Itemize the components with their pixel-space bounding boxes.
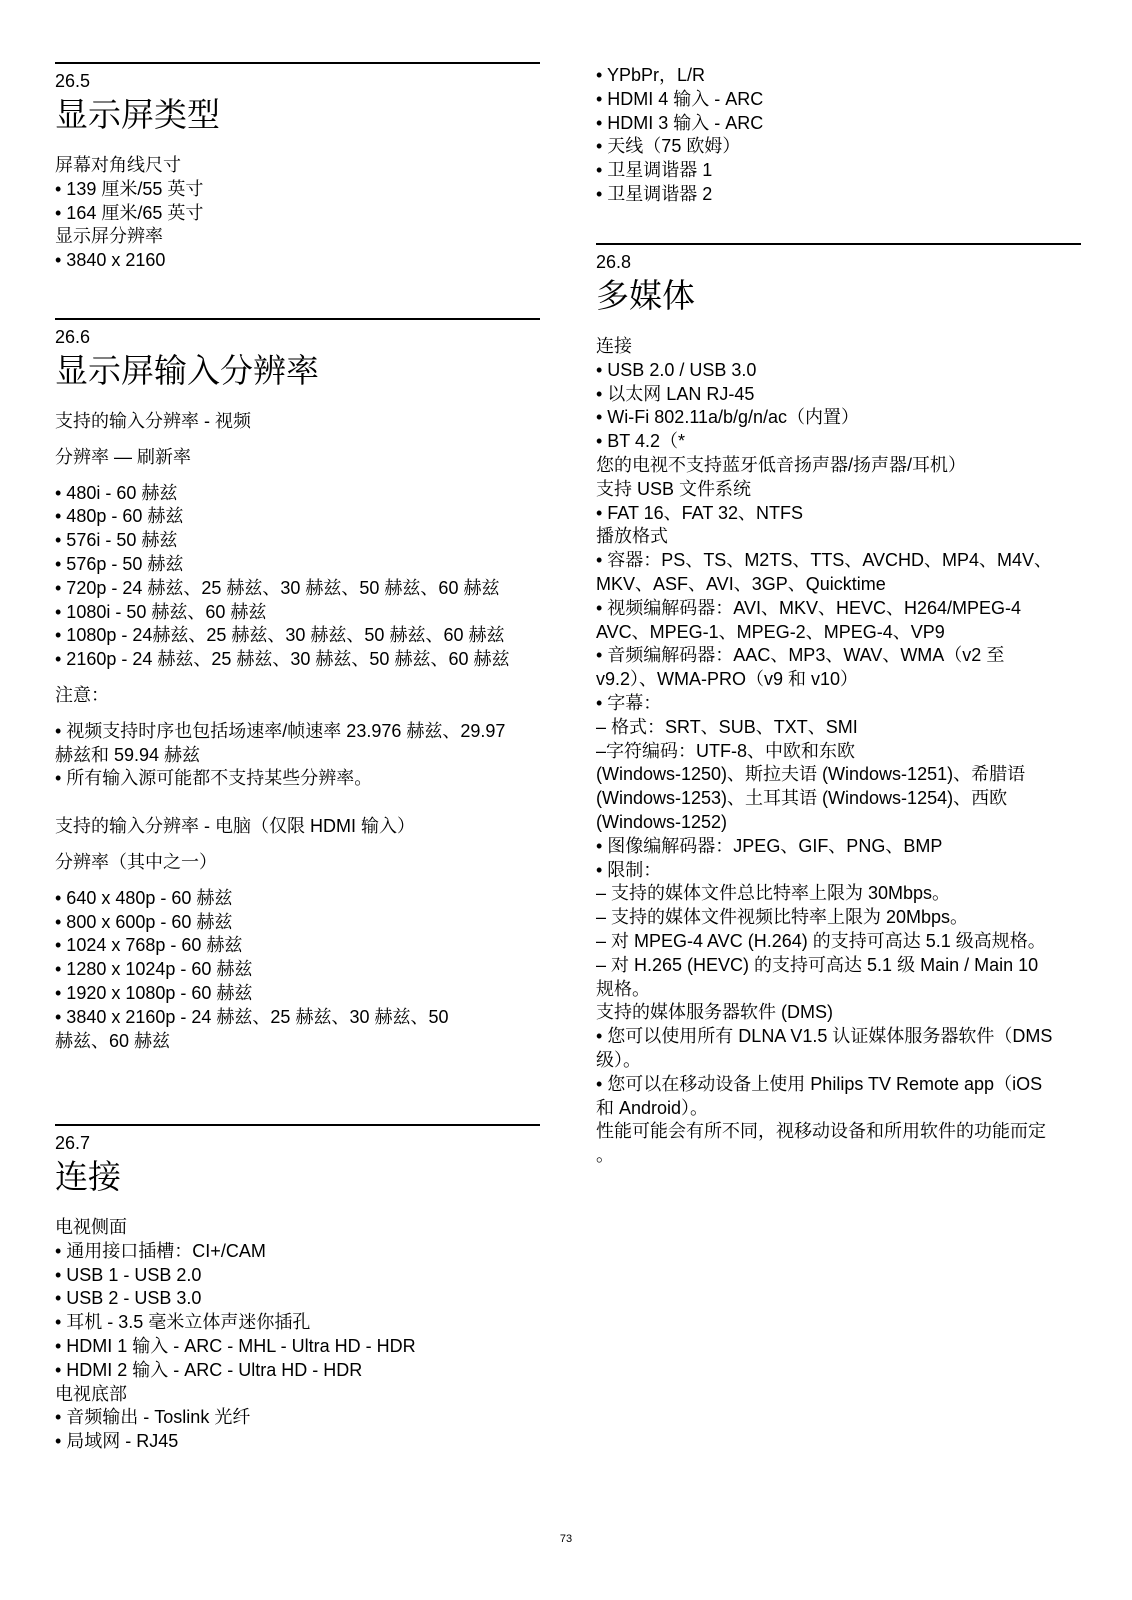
text-line: • 1080i - 50 赫兹、60 赫兹 (55, 601, 267, 622)
section-body-continued (596, 64, 1081, 207)
spacer (55, 803, 540, 815)
text-line: • HDMI 1 输入 - ARC - MHL - Ultra HD - HDR (55, 1335, 416, 1356)
text-line: 级）。 (596, 1049, 641, 1070)
page-number: 73 (559, 1533, 573, 1545)
text-line: 。 (596, 1145, 614, 1166)
text-line: • 天线（75 欧姆） (596, 136, 741, 157)
text-line: • 视频编解码器：AVI、MKV、HEVC、H264/MPEG-4 (596, 597, 1022, 618)
section-divider (55, 1124, 540, 1126)
text-line: 分辨率（其中之一） (55, 851, 217, 872)
text-line: • 139 厘米/55 英寸 (55, 178, 204, 199)
text-line: • USB 1 - USB 2.0 (55, 1264, 202, 1285)
spacer (55, 791, 540, 803)
section-divider (55, 318, 540, 320)
text-line: • 640 x 480p - 60 赫兹 (55, 887, 233, 908)
text-line: • HDMI 2 输入 - ARC - Ultra HD - HDR (55, 1359, 363, 1380)
spacer (55, 839, 540, 851)
text-line: • 图像编解码器：JPEG、GIF、PNG、BMP (596, 835, 943, 856)
text-line: • 576i - 50 赫兹 (55, 530, 178, 551)
text-line: • 800 x 600p - 60 赫兹 (55, 911, 233, 932)
text-line: • HDMI 3 输入 - ARC (596, 112, 764, 133)
text-line: • 576p - 50 赫兹 (55, 553, 184, 574)
text-line: 注意： (55, 684, 109, 705)
text-line: 电视底部 (55, 1383, 127, 1404)
text-line: • 以太网 LAN RJ-45 (596, 383, 755, 404)
section-number: 26.8 (596, 252, 632, 272)
text-line: • 720p - 24 赫兹、25 赫兹、30 赫兹、50 赫兹、60 赫兹 (55, 577, 500, 598)
text-line: • 1080p - 24赫兹、25 赫兹、30 赫兹、50 赫兹、60 赫兹 (55, 625, 505, 646)
text-line: – 支持的媒体文件总比特率上限为 30Mbps。 (596, 883, 951, 904)
text-line: • 通用接口插槽：CI+/CAM (55, 1240, 266, 1261)
text-line: 播放格式 (596, 526, 668, 547)
section-body (55, 1216, 540, 1454)
text-line: • 164 厘米/65 英寸 (55, 202, 204, 223)
text-line: 赫兹和 59.94 赫兹 (55, 744, 201, 765)
text-line: • 容器：PS、TS、M2TS、TTS、AVCHD、MP4、M4V、 (596, 550, 1053, 571)
text-line: AVC、MPEG-1、MPEG-2、MPEG-4、VP9 (596, 621, 945, 642)
section-26-8 (596, 243, 1081, 1168)
text-line: • 局域网 - RJ45 (55, 1431, 179, 1452)
text-line: • 1920 x 1080p - 60 赫兹 (55, 982, 253, 1003)
section-body (596, 335, 1081, 1168)
text-line: (Windows-1250)、斯拉夫语 (Windows-1251)、希腊语 (596, 764, 1026, 785)
text-line: • 字幕： (596, 692, 662, 713)
text-line: • 卫星调谐器 1 (596, 160, 713, 181)
text-line: • 480p - 60 赫兹 (55, 506, 184, 527)
text-line: 支持的输入分辨率 - 视频 (55, 411, 251, 431)
text-line: • 2160p - 24 赫兹、25 赫兹、30 赫兹、50 赫兹、60 赫兹 (55, 649, 510, 670)
text-line: • 音频输出 - Toslink 光纤 (55, 1407, 251, 1428)
text-line: – 对 MPEG-4 AVC (H.264) 的支持可高达 5.1 级高规格。 (596, 930, 1046, 951)
text-line: 支持 USB 文件系统 (596, 478, 752, 499)
section-number: 26.5 (55, 71, 91, 91)
text-line: 性能可能会有所不同，视移动设备和所用软件的功能而定 (596, 1121, 1046, 1142)
text-line: 显示屏分辨率 (55, 226, 163, 247)
text-line: • 限制： (596, 859, 662, 880)
spacer (55, 434, 540, 446)
text-line: 分辨率 — 刷新率 (55, 446, 192, 467)
text-line: • BT 4.2（* (596, 431, 686, 452)
section-body (55, 154, 540, 273)
section-divider (596, 243, 1081, 245)
spacer (55, 708, 540, 720)
text-line: • 音频编解码器：AAC、MP3、WAV、WMA（v2 至 (596, 645, 1005, 666)
text-line: • USB 2 - USB 3.0 (55, 1288, 202, 1309)
section-26-5 (55, 62, 540, 273)
text-line: (Windows-1253)、土耳其语 (Windows-1254)、西欧 (596, 788, 1008, 809)
section-26-7 (55, 1124, 540, 1454)
text-line: 规格。 (596, 978, 650, 999)
section-number: 26.6 (55, 327, 91, 347)
text-line: • 所有输入源可能都不支持某些分辨率。 (55, 768, 373, 789)
text-line: 屏幕对角线尺寸 (55, 155, 181, 175)
text-line: 支持的输入分辨率 - 电脑（仅限 HDMI 输入） (55, 816, 415, 837)
text-line: • USB 2.0 / USB 3.0 (596, 359, 757, 380)
text-line: v9.2）、WMA-PRO（v9 和 v10） (596, 669, 859, 690)
spacer (55, 875, 540, 887)
text-line: • Wi-Fi 802.11a/b/g/n/ac（内置） (596, 407, 860, 428)
text-line: • FAT 16、FAT 32、NTFS (596, 502, 804, 523)
text-line: • 1280 x 1024p - 60 赫兹 (55, 959, 253, 980)
section-divider (55, 62, 540, 64)
text-line: • 您可以在移动设备上使用 Philips TV Remote app（iOS (596, 1073, 1043, 1094)
text-line: • 视频支持时序也包括场速率/帧速率 23.976 赫兹、29.97 (55, 720, 506, 741)
text-line: • YPbPr，L/R (596, 65, 706, 85)
text-line: – 支持的媒体文件视频比特率上限为 20Mbps。 (596, 907, 969, 928)
text-line: MKV、ASF、AVI、3GP、Quicktime (596, 573, 886, 594)
text-line: • 卫星调谐器 2 (596, 183, 713, 204)
text-line: • 1024 x 768p - 60 赫兹 (55, 935, 243, 956)
spacer (55, 672, 540, 684)
section-number: 26.7 (55, 1133, 91, 1153)
text-line: –字符编码：UTF-8、中欧和东欧 (596, 740, 856, 761)
text-line: – 对 H.265 (HEVC) 的支持可高达 5.1 级 Main / Main 10 (596, 954, 1039, 975)
text-line: • 您可以使用所有 DLNA V1.5 认证媒体服务器软件（DMS (596, 1026, 1053, 1047)
text-line: 赫兹、60 赫兹 (55, 1030, 171, 1051)
text-line: 电视侧面 (55, 1217, 127, 1237)
section-26-6 (55, 318, 540, 1053)
text-line: • 3840 x 2160 (55, 250, 166, 271)
text-line: 和 Android）。 (596, 1097, 709, 1118)
section-body (55, 410, 540, 1053)
text-line: 您的电视不支持蓝牙低音扬声器/扬声器/耳机） (596, 454, 966, 475)
text-line: • 480i - 60 赫兹 (55, 482, 178, 503)
text-line: – 格式：SRT、SUB、TXT、SMI (596, 716, 858, 737)
section-title: 显示屏类型 (55, 96, 220, 133)
text-line: • 耳机 - 3.5 毫米立体声迷你插孔 (55, 1312, 311, 1333)
section-title: 连接 (55, 1158, 121, 1195)
text-line: (Windows-1252) (596, 811, 728, 832)
spacer (55, 470, 540, 482)
text-line: • HDMI 4 输入 - ARC (596, 88, 764, 109)
text-line: 支持的媒体服务器软件 (DMS) (596, 1002, 833, 1023)
text-line: 连接 (596, 336, 632, 356)
section-title: 显示屏输入分辨率 (55, 352, 319, 389)
section-title: 多媒体 (596, 277, 695, 314)
text-line: • 3840 x 2160p - 24 赫兹、25 赫兹、30 赫兹、50 (55, 1006, 449, 1027)
section-26-7-continued (596, 64, 1081, 207)
